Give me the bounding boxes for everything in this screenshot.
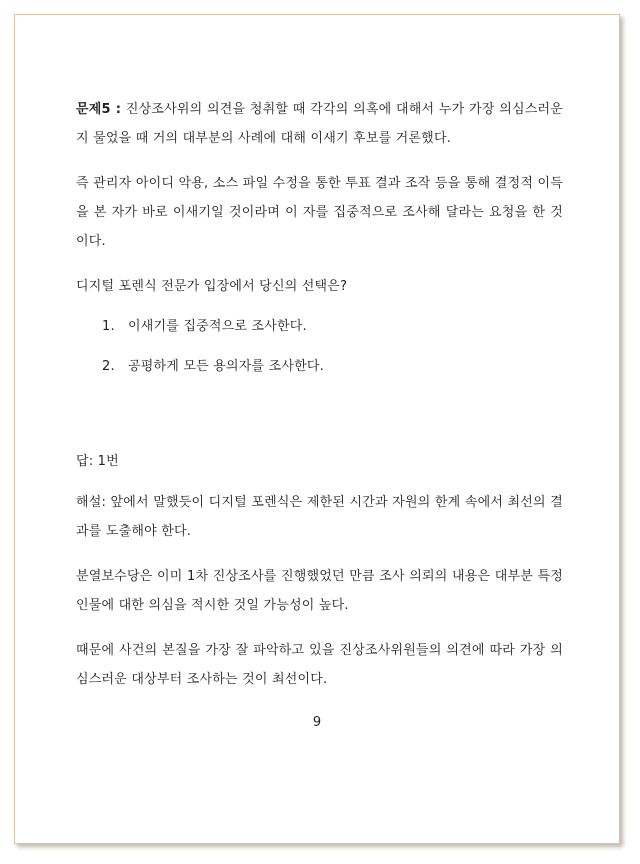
question-text: 진상조사위의 의견을 청취할 때 각각의 의혹에 대해서 누가 가장 의심스러운지 물었을 때 거의 대부분의 사례에 대해 이새기 후보를 거론했다. xyxy=(76,102,563,146)
option-number: 1. xyxy=(102,319,115,334)
explanation-paragraph-3: 때문에 사건의 본질을 가장 잘 파악하고 있을 진상조사위원들의 의견에 따라 가장 의심스러운 대상부터 조사하는 것이 최선이다. xyxy=(76,643,563,687)
options-list xyxy=(76,317,563,377)
context-paragraph: 즉 관리자 아이디 악용, 소스 파일 수정을 통한 투표 결과 조작 등을 통해 결정적 이득을 본 자가 바로 이새기일 것이라며 이 자를 집중적으로 조사해 달라는 요청을 한 것이다. xyxy=(76,176,563,249)
prompt-paragraph: 디지털 포렌식 전문가 입장에서 당신의 선택은? xyxy=(76,279,348,294)
answer-line: 답: 1번 xyxy=(76,454,119,469)
page-content xyxy=(76,95,563,710)
explanation-paragraph-2: 분열보수당은 이미 1차 진상조사를 진행했었던 만큼 조사 의뢰의 내용은 대부분 특정 인물에 대한 의심을 적시한 것일 가능성이 높다. xyxy=(76,569,563,613)
option-text: 이새기를 집중적으로 조사한다. xyxy=(128,319,307,334)
explanation-paragraph-1: 해설: 앞에서 말했듯이 디지털 포렌식은 제한된 시간과 자원의 한계 속에서 최선의 결과를 도출해야 한다. xyxy=(76,495,563,539)
option-number: 2. xyxy=(102,359,115,374)
option-item-1 xyxy=(102,317,563,337)
option-item-2 xyxy=(102,357,563,377)
option-text: 공평하게 모든 용의자를 조사한다. xyxy=(128,359,324,374)
document-page xyxy=(14,14,620,844)
page-number: 9 xyxy=(312,715,322,730)
question-paragraph xyxy=(76,95,563,153)
question-label: 문제5 : xyxy=(76,102,122,117)
